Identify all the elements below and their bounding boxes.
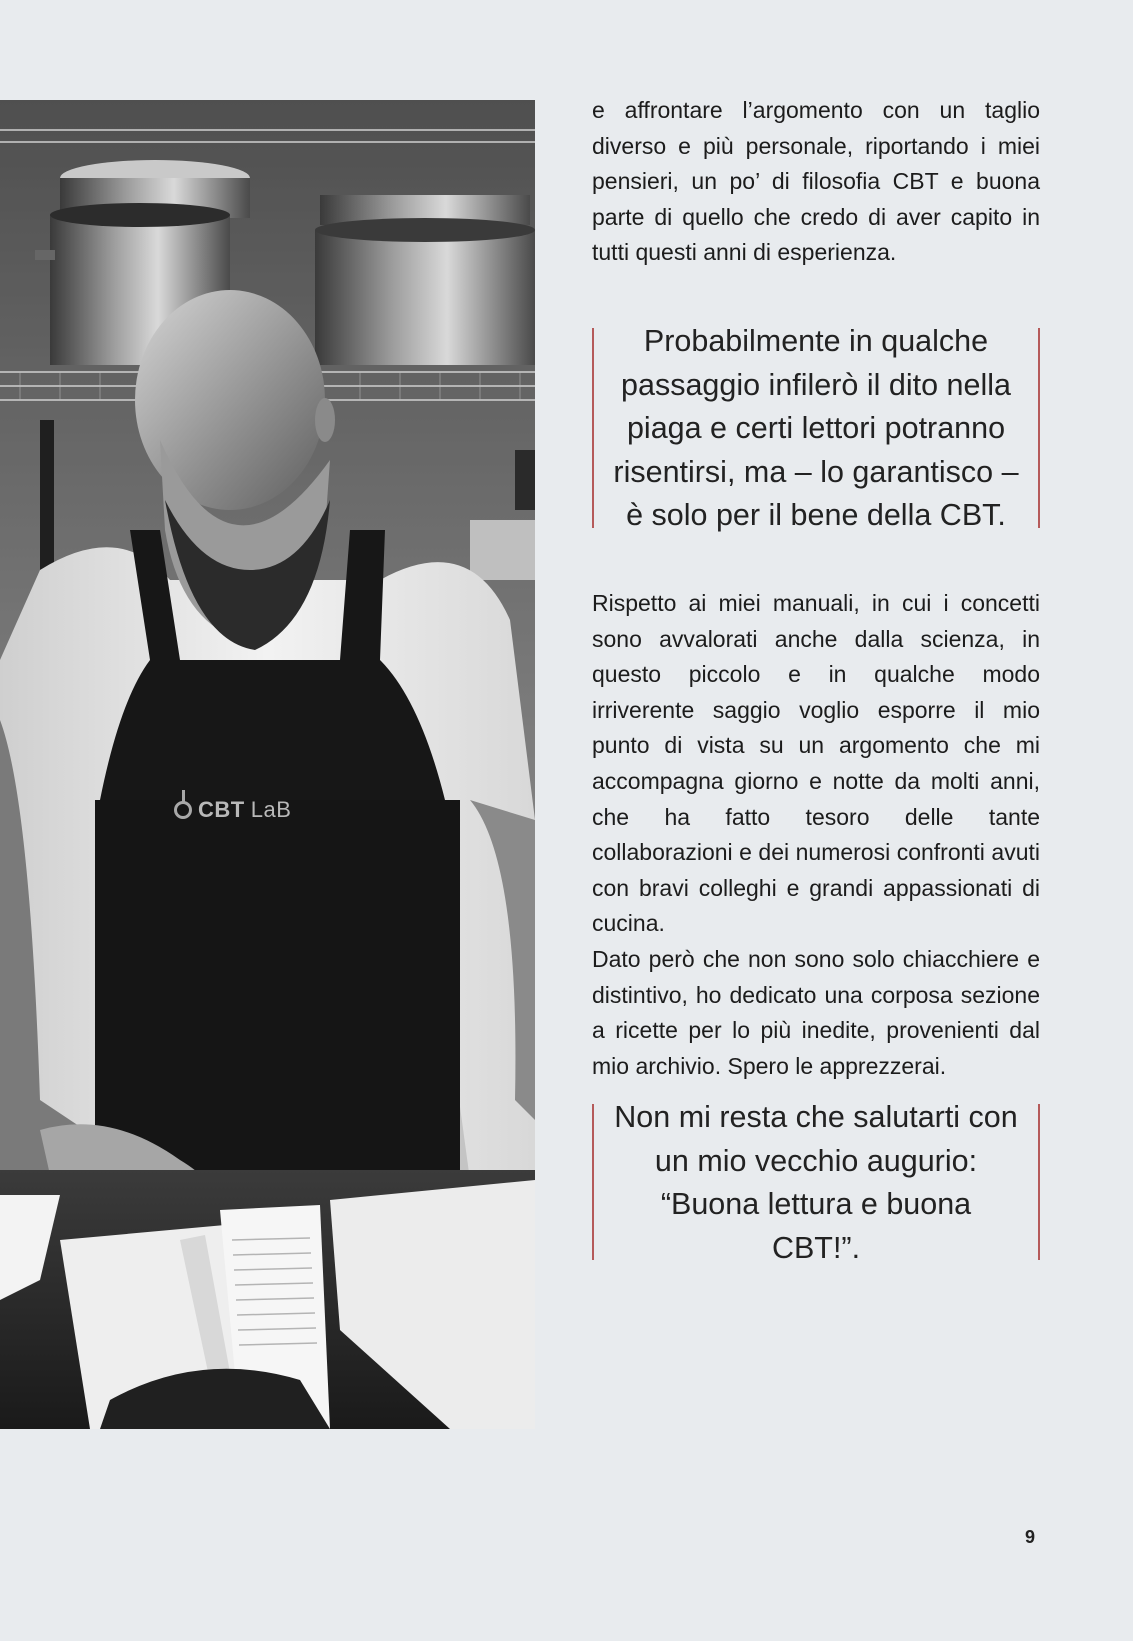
chef-photo (0, 100, 535, 1429)
page-number: 9 (1025, 1527, 1036, 1547)
pull-quote-1 (592, 324, 1040, 532)
chef-photo-illustration (0, 100, 535, 1429)
paragraph-text: Dato però che non sono solo chiacchiere e distintivo, ho dedicato una corposa sezione a ricette per lo più inedite, provenienti dal mio archivio. Spero le apprezzerai. (592, 945, 1040, 1079)
pull-quote-2 (592, 1100, 1040, 1265)
logo-key-icon (174, 801, 192, 819)
apron-logo (174, 797, 291, 823)
body-paragraph-1 (592, 93, 1040, 271)
apron-logo-bold-text: CBT (198, 797, 245, 822)
body-paragraph-2 (592, 586, 1040, 1084)
paragraph-text: Rispetto ai miei manuali, in cui i concetti sono avvalorati anche dalla scienza, in questo piccolo e in qualche modo irriverente saggio voglio esporre il mio punto di vista su un argomento che mi accompagna giorno e notte da molti anni, che ha fatto tesoro delle tante collaborazioni e dei numerosi confronti avuti con bravi colleghi e grandi appassionati di cucina. (592, 590, 1040, 937)
pull-quote-text: Non mi resta che salutarti con un mio vecchio augurio: “Buona lettura e buona CBT!”. (614, 1100, 1018, 1265)
paragraph-text: e affrontare l’argomento con un taglio diverso e più personale, riportando i miei pensieri, un po’ di filosofia CBT e buona parte di quello che credo di aver capito in tutti questi anni di esperienza. (592, 97, 1040, 266)
pull-quote-text: Probabilmente in qualche passaggio infilerò il dito nella piaga e certi lettori potranno risentirsi, ma – lo garantisco – è solo per il bene della CBT. (613, 324, 1019, 532)
apron-logo-light-text: LaB (250, 797, 292, 822)
